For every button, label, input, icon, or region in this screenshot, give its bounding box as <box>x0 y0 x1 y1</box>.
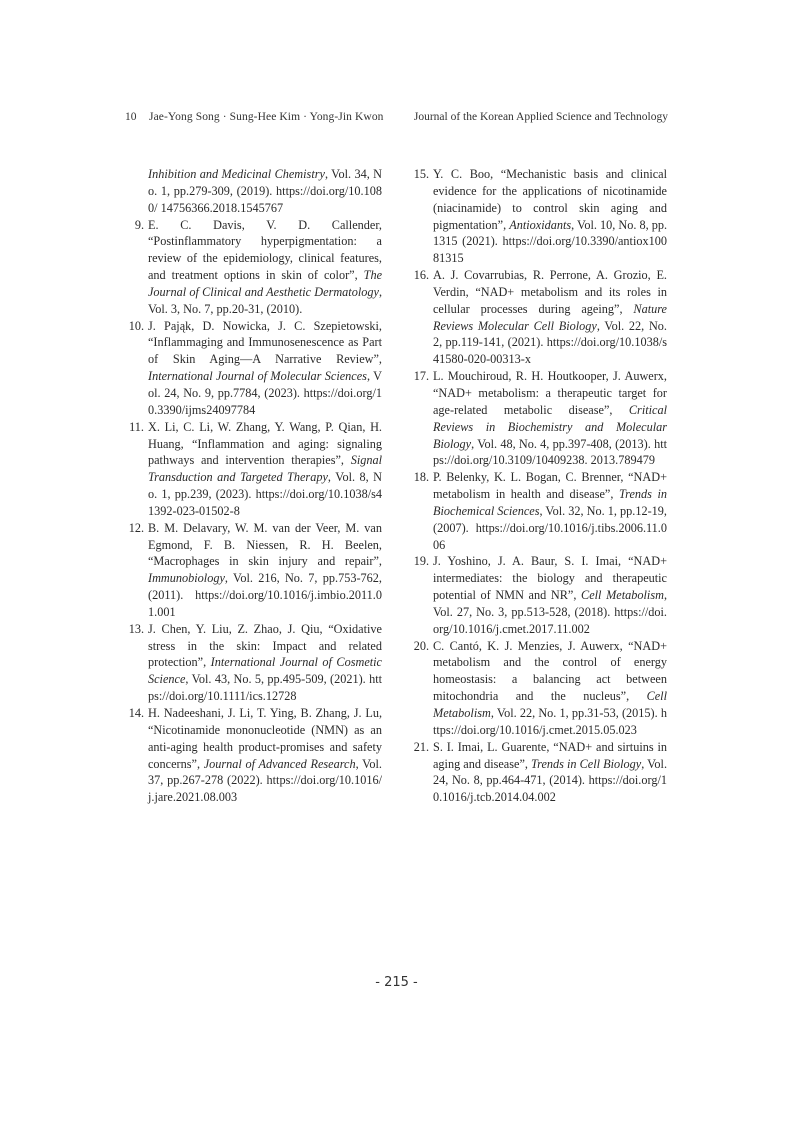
reference-text: H. Nadeeshani, J. Li, T. Ying, B. Zhang, J. Lu, “Nicotinamide mononucleotide (NMN) as an anti-aging health product-promises and safety concerns”, <box>148 706 382 771</box>
reference-entry <box>148 166 382 217</box>
reference-source-title: Cell Metabolism <box>581 588 664 603</box>
reference-number: 16. <box>413 268 429 283</box>
reference-text: , Vol. 216, No. 7, pp.753-762, (2011). https://doi.org/10.1016/j.imbio.2011.01.001 <box>148 571 382 619</box>
page-footer-number: - 215 - <box>375 975 418 990</box>
reference-number: 9. <box>134 217 144 232</box>
reference-number: 12. <box>128 520 144 535</box>
reference-text: J. Yoshino, J. A. Baur, S. I. Imai, “NAD+ intermediates: the biology and therapeutic potential of NMN and NR”, <box>433 554 667 603</box>
reference-text: Y. C. Boo, “Mechanistic basis and clinical evidence for the applications of nicotinamide (niacinamide) to control skin aging and pigmentation”, <box>433 167 667 232</box>
reference-entry <box>413 638 667 739</box>
reference-text: B. M. Delavary, W. M. van der Veer, M. van Egmond, F. B. Niessen, R. H. Beelen, “Macrophages in skin injury and repair”, <box>148 520 382 569</box>
page-number: 10 <box>125 111 137 123</box>
reference-text: , Vol. 48, No. 4, pp.397-408, (2013). https://doi.org/10.3109/10409238. 2013.789479 <box>433 436 667 468</box>
reference-number: 11. <box>129 419 144 434</box>
reference-number: 21. <box>413 739 429 754</box>
reference-number: 20. <box>413 638 429 653</box>
references-left-column <box>128 166 383 806</box>
reference-number: 10. <box>128 318 144 333</box>
reference-text: , Vol. 8, No. 1, pp.239, (2023). https://doi.org/10.1038/s41392-023-01502-8 <box>148 470 382 518</box>
reference-text: J. Pająk, D. Nowicka, J. C. Szepietowski, “Inflammaging and Immunosenescence as Part of Skin Aging—A Narrative Review”, <box>148 318 382 367</box>
reference-source-title: Nature Reviews Molecular Cell Biology <box>433 301 667 333</box>
reference-source-title: Cell Metabolism <box>433 689 667 720</box>
reference-source-title: Critical Reviews in Biochemistry and Molecular Biology <box>433 402 667 451</box>
reference-entry <box>413 166 668 267</box>
reference-number: 14. <box>128 706 144 720</box>
reference-text: L. Mouchiroud, R. H. Houtkooper, J. Auwerx, “NAD+ metabolism: a therapeutic target for age-related metabolic disease”, <box>433 369 667 417</box>
reference-text: , Vol. 22, No. 1, pp.31-53, (2015). https://doi.org/10.1016/j.cmet.2015.05.023 <box>433 706 667 737</box>
references-right-column <box>413 166 668 806</box>
reference-text: , Vol. 10, No. 8, pp.1315 (2021). https://doi.org/10.3390/antiox10081315 <box>433 217 668 266</box>
reference-source-title: Inhibition and Medicinal Chemistry <box>148 167 325 181</box>
reference-source-title: Antioxidants <box>509 217 572 232</box>
reference-number: 15. <box>413 167 429 181</box>
reference-number: 13. <box>128 621 144 636</box>
reference-source-title: Signal Transduction and Targeted Therapy <box>148 453 382 485</box>
reference-text: X. Li, C. Li, W. Zhang, Y. Wang, P. Qian, H. Huang, “Inflammation and aging: signaling pathways and intervention therapies”, <box>148 419 382 468</box>
reference-number: 17. <box>413 369 429 384</box>
reference-entry <box>413 553 668 637</box>
reference-text: , Vol. 32, No. 1, pp.12-19, (2007). https://doi.org/10.1016/j.tibs.2006.11.006 <box>433 503 667 552</box>
reference-text: , Vol. 37, pp.267-278 (2022). https://doi.org/10.1016/j.jare.2021.08.003 <box>148 756 382 805</box>
reference-entry <box>129 419 382 520</box>
reference-entry <box>413 368 667 469</box>
reference-text: , Vol. 43, No. 5, pp.495-509, (2021). https://doi.org/10.1111/ics.12728 <box>148 672 382 704</box>
reference-text: , Vol. 27, No. 3, pp.513-528, (2018). https://doi.org/10.1016/j.cmet.2017.11.002 <box>433 588 668 636</box>
reference-entry <box>128 318 382 419</box>
reference-text: C. Cantó, K. J. Menzies, J. Auwerx, “NAD+ metabolism and the control of energy homeostasis: a balancing act between mitochondria and the nucleus”, <box>433 638 667 704</box>
reference-entry <box>128 621 382 705</box>
reference-text: J. Chen, Y. Liu, Z. Zhao, J. Qiu, “Oxidative stress in the skin: Impact and related protection”, <box>148 621 382 670</box>
reference-text: P. Belenky, K. L. Bogan, C. Brenner, “NAD+ metabolism in health and disease”, <box>433 470 667 502</box>
reference-entry <box>413 469 667 553</box>
reference-entry <box>413 267 667 368</box>
reference-text: , Vol. 22, No. 2, pp.119-141, (2021). https://doi.org/10.1038/s41580-020-00313-x <box>433 318 667 367</box>
reference-text: , Vol. 3, No. 7, pp.20-31, (2010). <box>148 284 382 316</box>
reference-text: , Vol. 34, No. 1, pp.279-309, (2019). https://doi.org/10.1080/ 14756366.2018.1545767 <box>148 167 383 215</box>
reference-entry <box>413 739 668 806</box>
reference-source-title: International Journal of Molecular Sciences <box>148 369 367 384</box>
reference-source-title: International Journal of Cosmetic Science <box>148 655 382 687</box>
reference-text: A. J. Covarrubias, R. Perrone, A. Grozio, E. Verdin, “NAD+ metabolism and its roles in cellular processes during ageing”, <box>433 268 667 316</box>
reference-source-title: The Journal of Clinical and Aesthetic Dermatology <box>148 268 382 299</box>
reference-source-title: Trends in Cell Biology <box>531 756 642 771</box>
running-journal-title: Journal of the Korean Applied Science and Technology <box>413 111 668 123</box>
reference-source-title: Trends in Biochemical Sciences <box>433 487 667 518</box>
reference-source-title: Journal of Advanced Research <box>203 756 356 771</box>
reference-text: E. C. Davis, V. D. Callender, “Postinflammatory hyperpigmentation: a review of the epidemiology, clinical features, and treatment options in skin of color”, <box>148 217 382 283</box>
reference-entry <box>134 217 382 318</box>
reference-text: , Vol. 24, No. 8, pp.464-471, (2014). https://doi.org/10.1016/j.tcb.2014.04.002 <box>433 756 668 805</box>
running-authors: Jae-Yong Song · Sung-Hee Kim · Yong-Jin Kwon <box>149 111 384 123</box>
reference-entry <box>128 705 382 806</box>
reference-entry <box>128 520 382 621</box>
reference-number: 18. <box>413 470 429 485</box>
reference-number: 19. <box>413 554 429 569</box>
reference-text: , Vol. 24, No. 9, pp.7784, (2023). https://doi.org/10.3390/ijms24097784 <box>148 369 382 417</box>
reference-text: S. I. Imai, L. Guarente, “NAD+ and sirtuins in aging and disease”, <box>433 739 667 771</box>
reference-source-title: Immunobiology <box>148 571 225 586</box>
